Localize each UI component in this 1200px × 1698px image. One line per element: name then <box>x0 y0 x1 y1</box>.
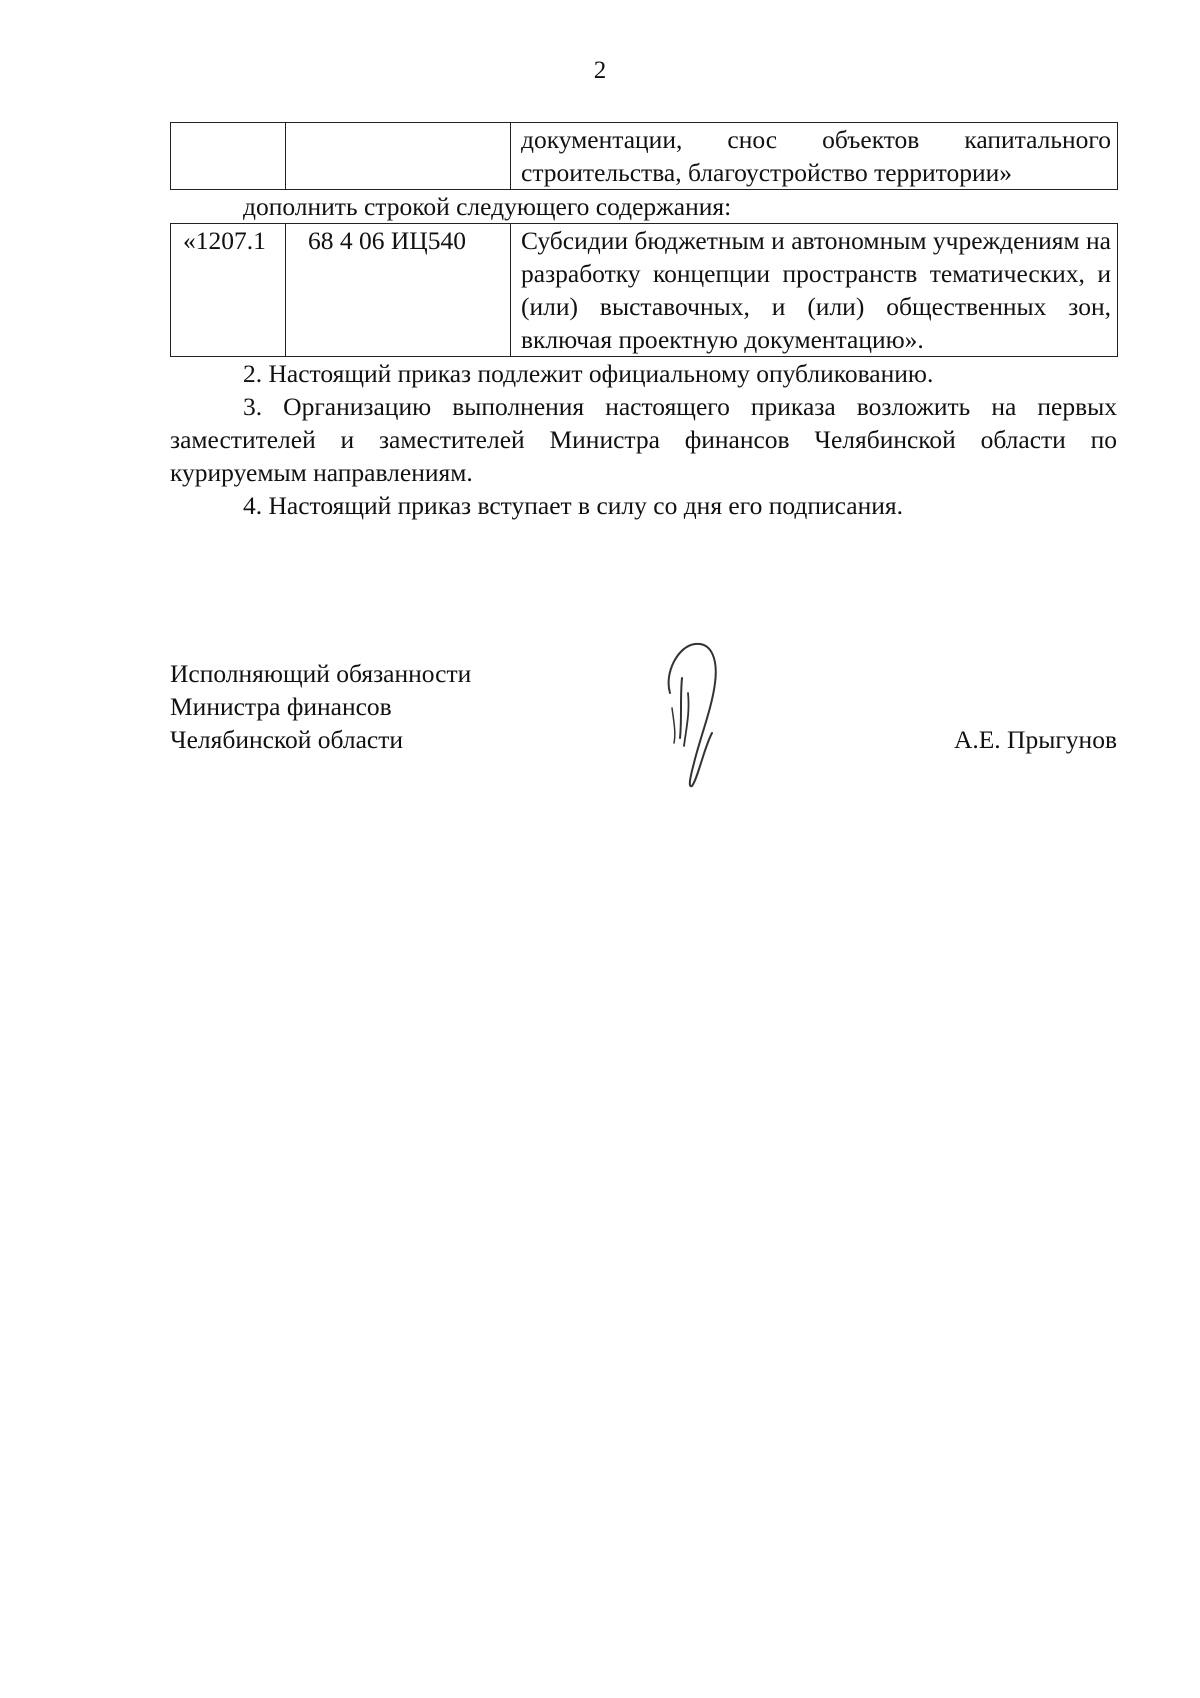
paragraph-3: 3. Организацию выполнения настоящего приказа возложить на первых заместителей и заместителей Министра финансов Челябинской области по курируемым направлениям. <box>170 392 1117 487</box>
table-continuation <box>170 122 1118 190</box>
signer-title-line: Министра финансов <box>170 692 392 721</box>
handwritten-signature <box>660 638 740 798</box>
table-cell-code: «1207.1 <box>171 224 286 357</box>
table-row <box>171 224 1118 357</box>
signer-title-line: Челябинской области <box>170 725 404 754</box>
document-body <box>170 122 1117 522</box>
table-new-row <box>170 223 1118 357</box>
table-row <box>171 123 1118 190</box>
paragraph-2: 2. Настоящий приказ подлежит официальному опубликованию. <box>243 359 934 388</box>
table-cell-description <box>511 123 1118 190</box>
signer-title-line: Исполняющий обязанности <box>170 659 472 688</box>
table-cell-kbk <box>286 123 511 190</box>
paragraph-4: 4. Настоящий приказ вступает в силу со дня его подписания. <box>243 491 903 520</box>
lead-in-text: дополнить строкой следующего содержания: <box>243 192 732 221</box>
table-cell-code <box>171 123 286 190</box>
signer-title <box>170 657 471 756</box>
signer-name: А.Е. Прыгунов <box>953 725 1117 754</box>
table-cell-description: Субсидии бюджетным и автономным учреждениям на разработку концепции пространств тематических, и (или) выставочных, и (или) общественных зон, включая проектную документацию». <box>511 224 1118 357</box>
description-line: строительства, благоустройство территории» <box>521 158 1013 187</box>
table-cell-kbk: 68 4 06 ИЦ540 <box>286 224 511 357</box>
page-number: 2 <box>593 57 607 84</box>
description-line: документации, снос объектов капитального <box>521 125 1111 154</box>
